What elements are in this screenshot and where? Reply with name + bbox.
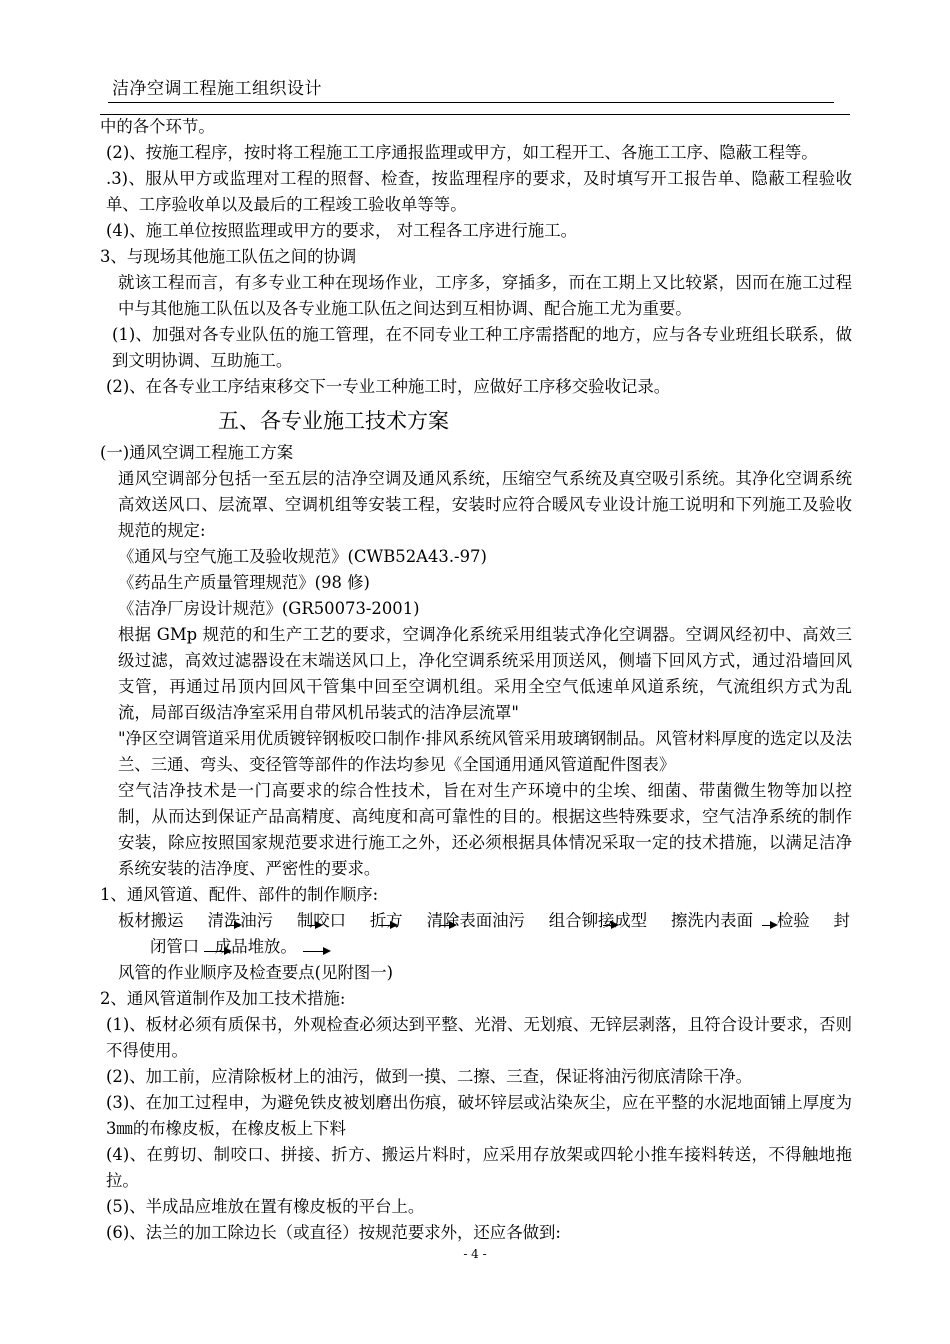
flow-step: 清除表面油污 bbox=[426, 911, 525, 930]
paragraph: (1)、板材必须有质保书，外观检查必须达到平整、光滑、无划痕、无锌层剥落，且符合设计要求，否则不得使用。 bbox=[106, 1015, 852, 1060]
paragraph: 空气洁净技术是一门高要求的综合性技术，旨在对生产环境中的尘埃、细菌、带菌微生物等加以控制，从而达到保证产品高精度、高纯度和高可靠性的目的。根据这些特殊要求，空气洁净系统的制作安装，除应按照国家规范要求进行施工之外，还必须根据具体情况采取一定的技术措施，以满足洁净系统安装的洁净度、严密性的要求。 bbox=[118, 781, 852, 878]
paragraph: "净区空调管道采用优质镀锌钢板咬口制作·排风系统风管采用玻璃钢制品。风管材料厚度的选定以及法兰、三通、弯头、变径管等部件的作法均参见《全国通用通风管道配件图表》 bbox=[118, 729, 852, 774]
standard-reference: 《通风与空气施工及验收规范》(CWB52A43.-97) bbox=[118, 547, 487, 566]
flow-arrow-icon bbox=[226, 925, 240, 926]
paragraph: (4)、在剪切、制咬口、拼接、折方、搬运片料时，应采用存放架或四轮小推车接料转送，不得触地拖拉。 bbox=[106, 1145, 852, 1190]
flow-step: 组合铆接成型 bbox=[548, 911, 648, 930]
paragraph: (2)、在各专业工序结束移交下一专业工种施工时，应做好工序移交验收记录。 bbox=[106, 377, 671, 396]
flow-step: 板材搬运 bbox=[118, 911, 184, 930]
flow-step: 成品堆放。 bbox=[214, 937, 297, 956]
paragraph: (3)、在加工过程申，为避免铁皮被划磨出伤痕，破坏锌层或沾染灰尘，应在平整的水泥地面铺上厚度为 3㎜的布橡皮板，在橡皮板上下料 bbox=[106, 1093, 852, 1138]
flow-step: 检验 bbox=[776, 911, 810, 930]
flow-arrow-icon bbox=[439, 925, 455, 926]
paragraph: .3)、服从甲方或监理对工程的照督、检查，按监理程序的要求，及时填写开工报告单、隐蔽工程验收单、工序验收单以及最后的工程竣工验收单等等。 bbox=[106, 169, 852, 214]
flow-step: 折方 bbox=[369, 911, 403, 930]
document-body bbox=[100, 114, 852, 1246]
paragraph: (5)、半成品应堆放在置有橡皮板的平台上。 bbox=[106, 1197, 425, 1216]
flow-step: 擦洗内表面 bbox=[671, 911, 753, 930]
flow-arrow-icon bbox=[378, 925, 396, 926]
subsection-heading: (一)通风空调工程施工方案 bbox=[100, 443, 294, 462]
standard-reference: 《洁净厂房设计规范》(GR50073-2001) bbox=[118, 599, 420, 618]
paragraph: 通风空调部分包括一至五层的洁净空调及通风系统，压缩空气系统及真空吸引系统。其净化空调系统高效送风口、层流罩、空调机组等安装工程，安装时应符合暖风专业设计施工说明和下列施工及验收规范的规定: bbox=[118, 469, 852, 540]
paragraph: 中的各个环节。 bbox=[100, 117, 215, 136]
process-flow-row bbox=[118, 908, 852, 934]
paragraph: 就该工程而言，有多专业工种在现场作业，工序多，穿插多，而在工期上又比较紧，因而在施工过程中与其他施工队伍以及各专业施工队伍之间达到互相协调、配合施工尤为重要。 bbox=[118, 273, 852, 318]
subsection-heading: 3、与现场其他施工队伍之间的协调 bbox=[100, 247, 357, 266]
page-number: - 4 - bbox=[463, 1247, 487, 1261]
paragraph: 风管的作业顺序及检查要点(见附图一) bbox=[118, 963, 394, 982]
process-flow bbox=[100, 908, 852, 960]
flow-arrow-icon bbox=[303, 951, 329, 952]
paragraph: (1)、加强对各专业队伍的施工管理，在不同专业工种工序需搭配的地方，应与各专业班组长联系，做到文明协调、互助施工。 bbox=[112, 325, 852, 370]
paragraph: (2)、加工前，应清除板材上的油污，做到一摸、二擦、三查，保证将油污彻底清除干净。 bbox=[106, 1067, 753, 1086]
subsection-heading: 2、通风管道制作及加工技术措施: bbox=[100, 989, 346, 1008]
flow-step: 清洗油污 bbox=[207, 911, 273, 930]
flow-step: 制咬口 bbox=[296, 911, 347, 930]
paragraph: (2)、按施工程序，按时将工程施工工序通报监理或甲方，如工程开工、各施工工序、隐蔽工程等。 bbox=[106, 143, 818, 162]
standard-reference: 《药品生产质量管理规范》(98 修) bbox=[118, 573, 370, 592]
paragraph: (6)、法兰的加工除边长（或直径）按规范要求外，还应各做到: bbox=[106, 1223, 561, 1242]
flow-arrow-icon bbox=[204, 951, 230, 952]
section-heading: 五、各专业施工技术方案 bbox=[218, 409, 449, 433]
document-header-title: 洁净空调工程施工组织设计 bbox=[112, 79, 322, 99]
flow-arrow-icon bbox=[603, 925, 617, 926]
flow-step: 封 bbox=[833, 911, 850, 930]
paragraph: 根据 GMp 规范的和生产工艺的要求，空调净化系统采用组装式净化空调器。空调风经初中、高效三级过滤，高效过滤器设在末端送风口上，净化空调系统采用顶送风，侧墙下回风方式，通过沿墙回风支管，再通过吊顶内回风干管集中回至空调机组。采用全空气低速单风道系统，气流组织方式为乱流，局部百级洁净室采用自带风机吊装式的洁净层流罩" bbox=[118, 625, 852, 722]
header-rule bbox=[108, 102, 834, 103]
paragraph: (4)、施工单位按照监理或甲方的要求， 对工程各工序进行施工。 bbox=[106, 221, 577, 240]
flow-arrow-icon bbox=[762, 925, 776, 926]
flow-arrow-icon bbox=[307, 925, 321, 926]
flow-step: 闭管口 bbox=[150, 937, 200, 956]
subsection-heading: 1、通风管道、配件、部件的制作顺序: bbox=[100, 885, 379, 904]
